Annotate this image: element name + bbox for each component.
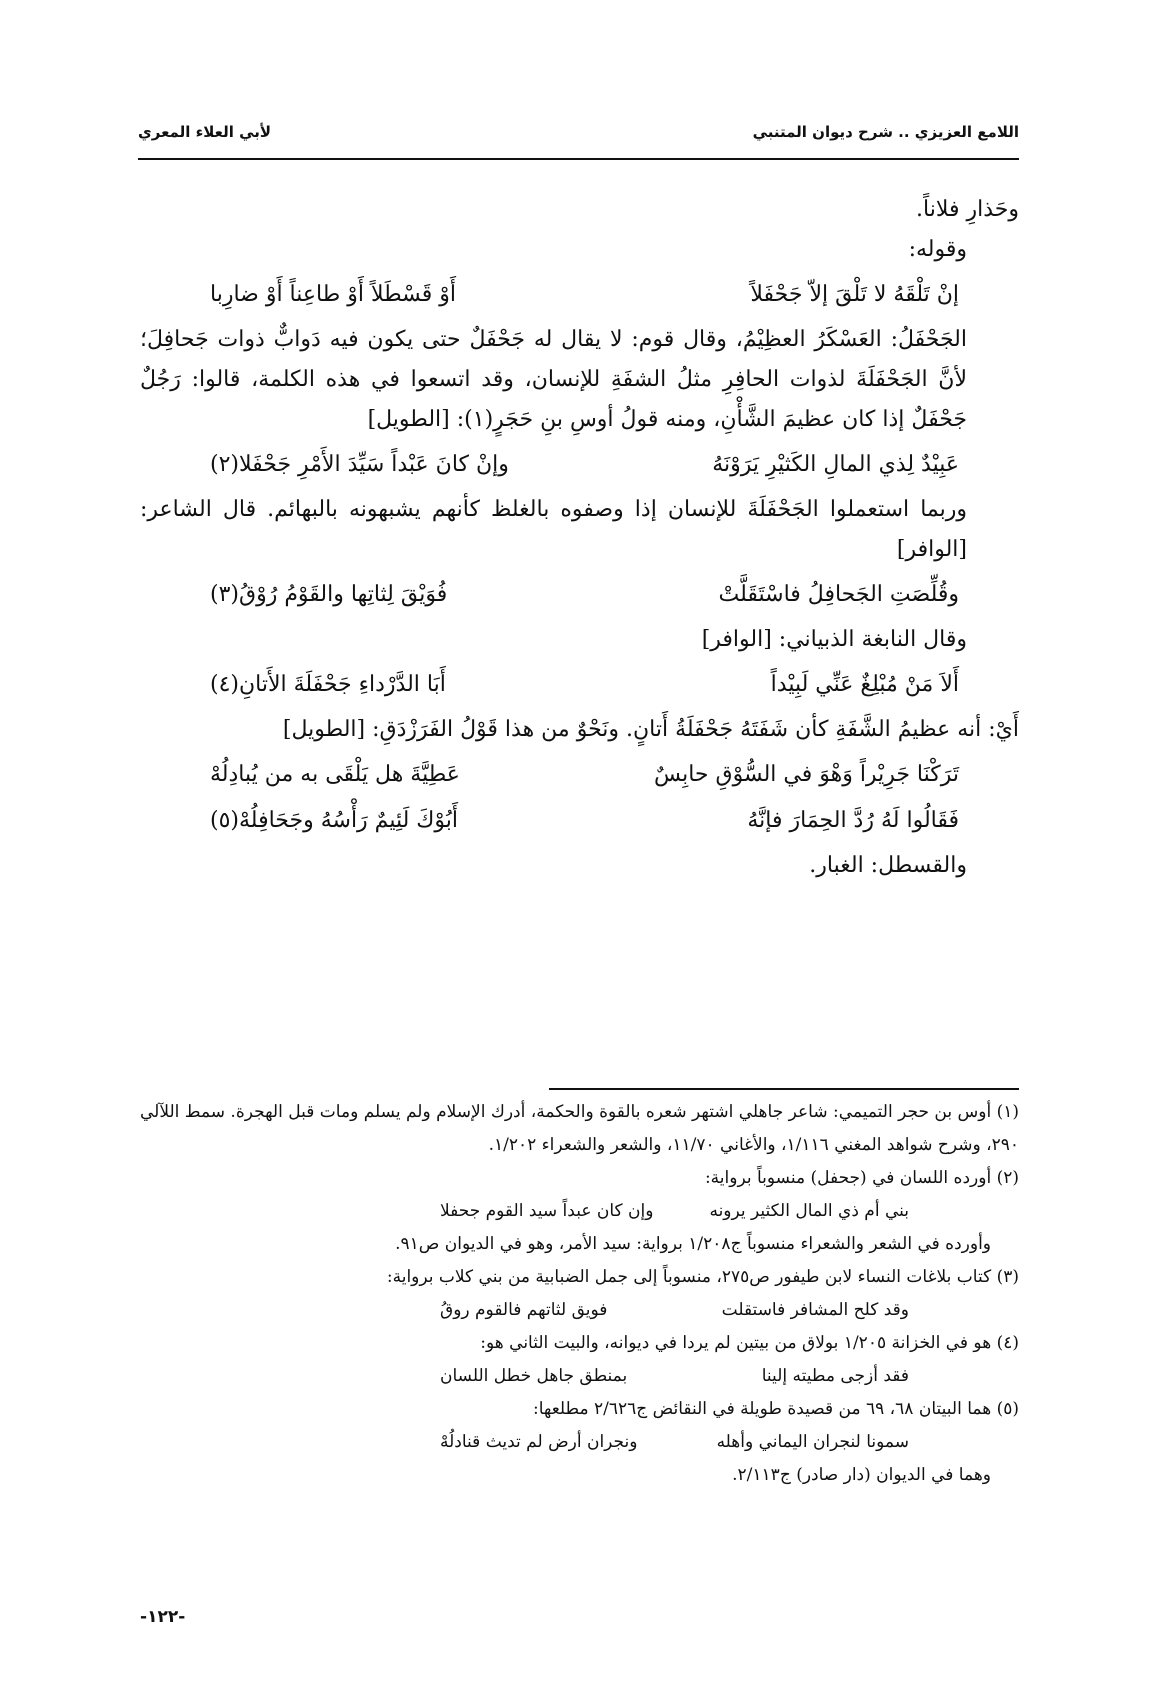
footnote-verse xyxy=(140,1360,1019,1393)
verse-second-hemistich: وإنْ كانَ عَبْداً سَيِّدَ الأَمْرِ جَحْفَلا(٢) xyxy=(210,452,509,477)
main-text xyxy=(140,190,1019,886)
verse-first-hemistich: وقد كلح المشافر فاستقلت xyxy=(721,1300,909,1320)
verse-second-hemistich: أَوْ قَسْطَلاً أَوْ طاعِناً أَوْ ضارِبا xyxy=(210,282,457,307)
footnote-continuation: وأورده في الشعر والشعراء منسوباً ج١/٢٠٨ برواية: سيد الأمر، وهو في الديوان ص٩١. xyxy=(395,1234,991,1254)
footnote-verse xyxy=(140,1294,1019,1327)
verse-first-hemistich: بني أم ذي المال الكثير يرونه xyxy=(709,1201,909,1221)
verse-second-hemistich: بمنطق جاهل خطل اللسان xyxy=(440,1366,628,1386)
verse-first-hemistich: تَرَكْنَا جَرِيْراً وَهْوَ في السُّوْقِ حابِسٌ xyxy=(654,762,959,787)
verse-first-hemistich: سمونا لنجران اليماني وأهله xyxy=(716,1432,909,1452)
footnote-continuation: وهما في الديوان (دار صادر) ج٢/١١٣. xyxy=(732,1465,991,1485)
verse-second-hemistich: فويق لثاتهم فالقوم روقُ xyxy=(440,1300,608,1320)
verse-second-hemistich: وإن كان عبداً سيد القوم جحفلا xyxy=(440,1201,654,1221)
header-book-title: اللامع العزيزي .. شرح ديوان المتنبي xyxy=(752,123,1019,141)
running-header xyxy=(138,110,1019,154)
verse-first-hemistich: فَقَالُوا لَهُ رُدَّ الحِمَارَ فإنَّهُ xyxy=(747,808,959,833)
paragraph: والقسطل: الغبار. xyxy=(809,853,967,878)
footnote-2: (٢) أورده اللسان في (جحفل) منسوباً برواية: xyxy=(704,1168,1019,1188)
verse-first-hemistich: فقد أزجى مطيته إلينا xyxy=(761,1366,909,1386)
footnote-5: (٥) هما البيتان ٦٨، ٦٩ من قصيدة طويلة في النقائض ج٢/٦٢٦ مطلعها: xyxy=(532,1399,1019,1419)
verse-line xyxy=(140,574,1019,616)
footnotes xyxy=(140,1096,1019,1492)
footnote-verse xyxy=(140,1426,1019,1459)
page-number: -١٢٢- xyxy=(140,1607,186,1627)
paragraph: أَيْ: أنه عظيمُ الشَّفَةِ كأن شَفَتَهُ جَحْفَلَةُ أَتانٍ. ونَحْوٌ من هذا قَوْلُ الفَرَزْدَقِ: [الطويل] xyxy=(282,717,1019,742)
verse-line xyxy=(140,274,1019,316)
paragraph: وحَذارِ فلاناً. xyxy=(916,197,1019,222)
paragraph: وقوله: xyxy=(908,237,967,262)
verse-first-hemistich: عَبِيْدٌ لِذي المالِ الكَثيْرِ يَرَوْنَهُ xyxy=(712,452,959,477)
paragraph: وربما استعملوا الجَحْفَلَةَ للإنسان إذا وصفوه بالغلظ كأنهم يشبهونه بالبهائم. قال الشاعر: [الوافر] xyxy=(140,497,968,562)
header-rule xyxy=(138,158,1019,160)
verse-second-hemistich: أَبَا الدَّرْداءِ جَحْفَلَةَ الأَتانِ(٤) xyxy=(210,672,446,697)
verse-line xyxy=(140,444,1019,486)
paragraph: وقال النابغة الذبياني: [الوافر] xyxy=(701,627,967,652)
verse-first-hemistich: وقُلِّصَتِ الجَحافِلُ فاسْتَقَلَّتْ xyxy=(718,582,959,607)
header-author: لأبي العلاء المعري xyxy=(138,123,272,141)
verse-second-hemistich: فُوَيْقَ لِثاتِها والقَوْمُ رُوْقُ(٣) xyxy=(210,582,448,607)
verse-first-hemistich: أَلاَ مَنْ مُبْلِغٌ عَنِّي لَبِيْداً xyxy=(770,672,959,697)
verse-first-hemistich: إنْ تَلْقَهُ لا تَلْقَ إلاّ جَحْفَلاً xyxy=(750,282,959,307)
verse-line xyxy=(140,754,1019,796)
verse-second-hemistich: ونجران أرض لم تديث قنادلُهْ xyxy=(440,1432,638,1452)
verse-second-hemistich: عَطِيَّةَ هل يَلْقَى به من يُبادِلُهْ xyxy=(210,762,460,787)
footnote-4: (٤) هو في الخزانة ١/٢٠٥ بولاق من بيتين لم يردا في ديوانه، والبيت الثاني هو: xyxy=(480,1333,1019,1353)
paragraph: الجَحْفَلُ: العَسْكَرُ العظِيْمُ، وقال قوم: لا يقال له جَحْفَلٌ حتى يكون فيه دَوابٌّ ذوات جَحافِلَ؛ لأنَّ الجَحْفَلَةَ لذوات الحافِرِ مثلُ الشفَةِ للإنسان، وقد اتسعوا في هذه الكلمة، قالوا: رَجُلٌ جَحْفَلٌ إذا كان عظيمَ الشَّأْنِ، ومنه قولُ أوسِ بنِ حَجَرٍ(١): [الطويل] xyxy=(140,327,967,432)
verse-line xyxy=(140,800,1019,842)
footnote-3: (٣) كتاب بلاغات النساء لابن طيفور ص٢٧٥، منسوباً إلى جمل الضبابية من بني كلاب برواية: xyxy=(386,1267,1019,1287)
footnote-rule xyxy=(549,1088,1019,1090)
footnote-1: (١) أوس بن حجر التميمي: شاعر جاهلي اشتهر شعره بالقوة والحكمة، أدرك الإسلام ولم يسلم ومات قبل الهجرة. سمط اللآلي ٢٩٠، وشرح شواهد المغني ١/١١٦، والأغاني ١١/٧٠، والشعر والشعراء ١/٢٠٢. xyxy=(140,1102,1019,1155)
verse-line xyxy=(140,664,1019,706)
footnote-verse xyxy=(140,1195,1019,1228)
verse-second-hemistich: أَبُوْكَ لَئِيمٌ رَأْسُهُ وجَحَافِلُهْ(٥) xyxy=(210,808,459,833)
